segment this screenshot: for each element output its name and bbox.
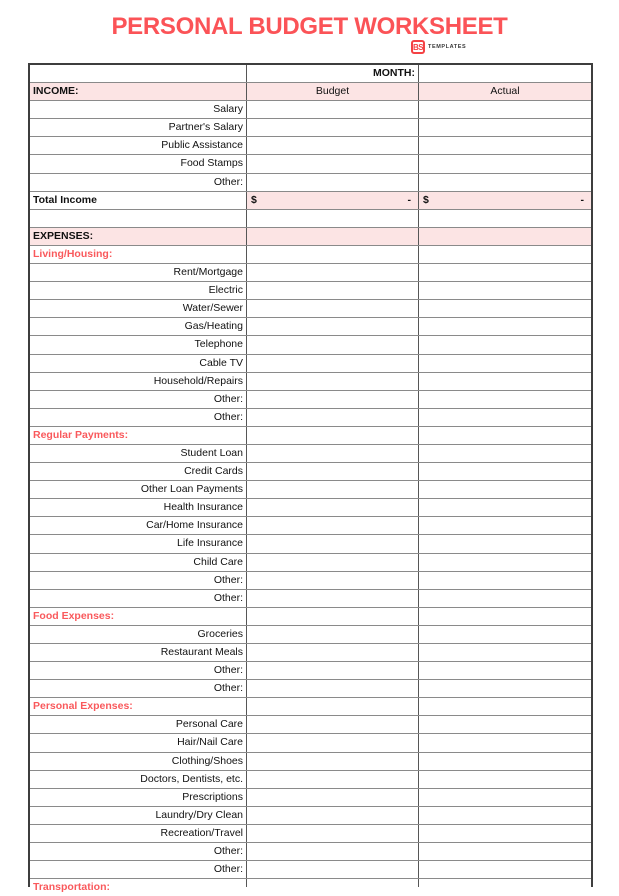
expense-row-other — [30, 861, 591, 879]
actual-input-cell[interactable] — [419, 373, 591, 390]
income-header-row — [30, 83, 591, 101]
actual-input-cell[interactable] — [419, 662, 591, 679]
budget-input-cell[interactable] — [247, 300, 419, 317]
income-row-public-assistance — [30, 137, 591, 155]
item-label: Household/Repairs — [30, 373, 247, 390]
budget-input-cell[interactable] — [247, 771, 419, 788]
section-label: Transportation: — [30, 879, 247, 887]
budget-input-cell[interactable] — [247, 554, 419, 571]
item-label: Cable TV — [30, 355, 247, 372]
spacer-row — [30, 210, 591, 228]
section-label: Regular Payments: — [30, 427, 247, 444]
expense-row-child-care — [30, 554, 591, 572]
item-label: Recreation/Travel — [30, 825, 247, 842]
actual-input-cell[interactable] — [419, 554, 591, 571]
budget-input-cell[interactable] — [247, 355, 419, 372]
section-row-transportation — [30, 879, 591, 894]
budget-input-cell[interactable] — [247, 753, 419, 770]
income-row-other — [30, 174, 591, 192]
expense-row-other — [30, 843, 591, 861]
item-label: Telephone — [30, 336, 247, 353]
item-label: Food Stamps — [30, 155, 247, 172]
budget-input-cell[interactable] — [247, 318, 419, 335]
expense-row-other — [30, 662, 591, 680]
total-income-row — [30, 192, 591, 210]
actual-input-cell[interactable] — [419, 336, 591, 353]
expense-row-gas-heating — [30, 318, 591, 336]
budget-input-cell[interactable] — [247, 499, 419, 516]
spacer-cell — [247, 210, 419, 227]
expenses-header-actual-cell — [419, 228, 591, 245]
expense-row-recreation-travel — [30, 825, 591, 843]
expense-row-car-home-insurance — [30, 517, 591, 535]
item-label: Other: — [30, 861, 247, 878]
item-label: Prescriptions — [30, 789, 247, 806]
actual-input-cell[interactable] — [419, 282, 591, 299]
month-row — [30, 65, 591, 83]
item-label: Credit Cards — [30, 463, 247, 480]
item-label: Other Loan Payments — [30, 481, 247, 498]
income-row-salary — [30, 101, 591, 119]
section-budget-cell — [247, 879, 419, 887]
expense-row-health-insurance — [30, 499, 591, 517]
actual-input-cell[interactable] — [419, 481, 591, 498]
expense-row-cable-tv — [30, 355, 591, 373]
budget-input-cell[interactable] — [247, 626, 419, 643]
expense-row-other — [30, 590, 591, 608]
actual-input-cell[interactable] — [419, 517, 591, 534]
income-header-cell: INCOME: — [30, 83, 247, 100]
actual-input-cell[interactable] — [419, 626, 591, 643]
actual-input-cell[interactable] — [419, 463, 591, 480]
budget-input-cell[interactable] — [247, 662, 419, 679]
section-budget-cell — [247, 427, 419, 444]
expense-row-life-insurance — [30, 535, 591, 553]
expense-row-electric — [30, 282, 591, 300]
budget-input-cell[interactable] — [247, 789, 419, 806]
budget-input-cell[interactable] — [247, 119, 419, 136]
actual-input-cell[interactable] — [419, 861, 591, 878]
item-label: Car/Home Insurance — [30, 517, 247, 534]
expense-row-laundry-dry-clean — [30, 807, 591, 825]
section-actual-cell — [419, 246, 591, 263]
budget-input-cell[interactable] — [247, 391, 419, 408]
expense-row-doctors-dentists-etc — [30, 771, 591, 789]
budget-input-cell[interactable] — [247, 336, 419, 353]
item-label: Other: — [30, 572, 247, 589]
actual-input-cell[interactable] — [419, 789, 591, 806]
budget-input-cell[interactable] — [247, 282, 419, 299]
section-budget-cell — [247, 608, 419, 625]
income-row-food-stamps — [30, 155, 591, 173]
actual-input-cell[interactable] — [419, 825, 591, 842]
budget-input-cell[interactable] — [247, 644, 419, 661]
section-budget-cell — [247, 698, 419, 715]
budget-input-cell[interactable] — [247, 535, 419, 552]
item-label: Rent/Mortgage — [30, 264, 247, 281]
item-label: Clothing/Shoes — [30, 753, 247, 770]
currency-symbol: $ — [423, 193, 429, 206]
actual-column-header: Actual — [419, 83, 591, 100]
budget-input-cell[interactable] — [247, 409, 419, 426]
actual-input-cell[interactable] — [419, 753, 591, 770]
actual-input-cell[interactable] — [419, 119, 591, 136]
actual-input-cell[interactable] — [419, 391, 591, 408]
actual-input-cell[interactable] — [419, 680, 591, 697]
actual-input-cell[interactable] — [419, 137, 591, 154]
expense-row-clothing-shoes — [30, 753, 591, 771]
item-label: Health Insurance — [30, 499, 247, 516]
budget-input-cell[interactable] — [247, 174, 419, 191]
logo-bs-badge: BS — [411, 40, 425, 54]
month-row-spacer-cell — [30, 65, 247, 82]
actual-input-cell[interactable] — [419, 300, 591, 317]
item-label: Hair/Nail Care — [30, 734, 247, 751]
item-label: Public Assistance — [30, 137, 247, 154]
expense-row-other — [30, 409, 591, 427]
expense-row-personal-care — [30, 716, 591, 734]
item-label: Doctors, Dentists, etc. — [30, 771, 247, 788]
item-label: Salary — [30, 101, 247, 118]
section-label: Personal Expenses: — [30, 698, 247, 715]
budget-input-cell[interactable] — [247, 101, 419, 118]
actual-input-cell[interactable] — [419, 101, 591, 118]
expense-row-other-loan-payments — [30, 481, 591, 499]
item-label: Life Insurance — [30, 535, 247, 552]
actual-input-cell[interactable] — [419, 409, 591, 426]
section-label: Living/Housing: — [30, 246, 247, 263]
budget-input-cell[interactable] — [247, 807, 419, 824]
section-actual-cell — [419, 879, 591, 887]
total-income-budget-cell — [247, 192, 419, 209]
budget-input-cell[interactable] — [247, 680, 419, 697]
section-row-regular-payments — [30, 427, 591, 445]
currency-symbol: $ — [251, 193, 257, 206]
amount-value: - — [580, 193, 584, 206]
expenses-header-budget-cell — [247, 228, 419, 245]
budget-input-cell[interactable] — [247, 716, 419, 733]
budget-input-cell[interactable] — [247, 445, 419, 462]
actual-input-cell[interactable] — [419, 771, 591, 788]
budget-input-cell[interactable] — [247, 264, 419, 281]
budget-table — [28, 63, 593, 894]
total-income-label: Total Income — [30, 192, 247, 209]
item-label: Restaurant Meals — [30, 644, 247, 661]
expenses-header-cell: EXPENSES: — [30, 228, 247, 245]
expense-row-groceries — [30, 626, 591, 644]
spacer-cell — [30, 210, 247, 227]
item-label: Other: — [30, 843, 247, 860]
actual-input-cell[interactable] — [419, 590, 591, 607]
spacer-cell — [419, 210, 591, 227]
expense-row-other — [30, 572, 591, 590]
section-row-living-housing — [30, 246, 591, 264]
actual-input-cell[interactable] — [419, 355, 591, 372]
budget-input-cell[interactable] — [247, 373, 419, 390]
item-label: Student Loan — [30, 445, 247, 462]
income-row-partner-s-salary — [30, 119, 591, 137]
section-actual-cell — [419, 608, 591, 625]
budget-input-cell[interactable] — [247, 155, 419, 172]
budget-input-cell[interactable] — [247, 843, 419, 860]
expense-row-rent-mortgage — [30, 264, 591, 282]
expense-row-restaurant-meals — [30, 644, 591, 662]
section-row-personal-expenses — [30, 698, 591, 716]
item-label: Other: — [30, 391, 247, 408]
expense-row-student-loan — [30, 445, 591, 463]
budget-input-cell[interactable] — [247, 481, 419, 498]
expense-row-hair-nail-care — [30, 734, 591, 752]
budget-input-cell[interactable] — [247, 572, 419, 589]
expense-row-prescriptions — [30, 789, 591, 807]
actual-input-cell[interactable] — [419, 843, 591, 860]
brand-logo — [411, 40, 466, 54]
item-label: Groceries — [30, 626, 247, 643]
item-label: Other: — [30, 662, 247, 679]
actual-input-cell[interactable] — [419, 734, 591, 751]
expenses-header-row — [30, 228, 591, 246]
item-label: Partner's Salary — [30, 119, 247, 136]
total-income-actual-cell — [419, 192, 591, 209]
expense-row-other — [30, 391, 591, 409]
item-label: Water/Sewer — [30, 300, 247, 317]
page-title: PERSONAL BUDGET WORKSHEET — [111, 13, 508, 40]
actual-input-cell[interactable] — [419, 174, 591, 191]
budget-input-cell[interactable] — [247, 590, 419, 607]
actual-input-cell[interactable] — [419, 445, 591, 462]
budget-input-cell[interactable] — [247, 734, 419, 751]
item-label: Electric — [30, 282, 247, 299]
expense-row-credit-cards — [30, 463, 591, 481]
budget-input-cell[interactable] — [247, 517, 419, 534]
section-row-food-expenses — [30, 608, 591, 626]
actual-input-cell[interactable] — [419, 155, 591, 172]
item-label: Child Care — [30, 554, 247, 571]
item-label: Laundry/Dry Clean — [30, 807, 247, 824]
section-budget-cell — [247, 246, 419, 263]
section-actual-cell — [419, 427, 591, 444]
month-value-cell[interactable] — [419, 65, 591, 82]
expense-row-other — [30, 680, 591, 698]
actual-input-cell[interactable] — [419, 572, 591, 589]
item-label: Gas/Heating — [30, 318, 247, 335]
budget-input-cell[interactable] — [247, 825, 419, 842]
actual-input-cell[interactable] — [419, 644, 591, 661]
actual-input-cell[interactable] — [419, 264, 591, 281]
logo-templates-text: TEMPLATES — [428, 44, 467, 50]
actual-input-cell[interactable] — [419, 535, 591, 552]
actual-input-cell[interactable] — [419, 318, 591, 335]
item-label: Other: — [30, 174, 247, 191]
expense-row-water-sewer — [30, 300, 591, 318]
budget-input-cell[interactable] — [247, 861, 419, 878]
budget-input-cell[interactable] — [247, 137, 419, 154]
actual-input-cell[interactable] — [419, 499, 591, 516]
expense-row-telephone — [30, 336, 591, 354]
item-label: Personal Care — [30, 716, 247, 733]
actual-input-cell[interactable] — [419, 807, 591, 824]
item-label: Other: — [30, 680, 247, 697]
expense-row-household-repairs — [30, 373, 591, 391]
month-label-cell: MONTH: — [247, 65, 419, 82]
item-label: Other: — [30, 409, 247, 426]
budget-column-header: Budget — [247, 83, 419, 100]
budget-input-cell[interactable] — [247, 463, 419, 480]
section-actual-cell — [419, 698, 591, 715]
amount-value: - — [407, 193, 411, 206]
actual-input-cell[interactable] — [419, 716, 591, 733]
section-label: Food Expenses: — [30, 608, 247, 625]
item-label: Other: — [30, 590, 247, 607]
